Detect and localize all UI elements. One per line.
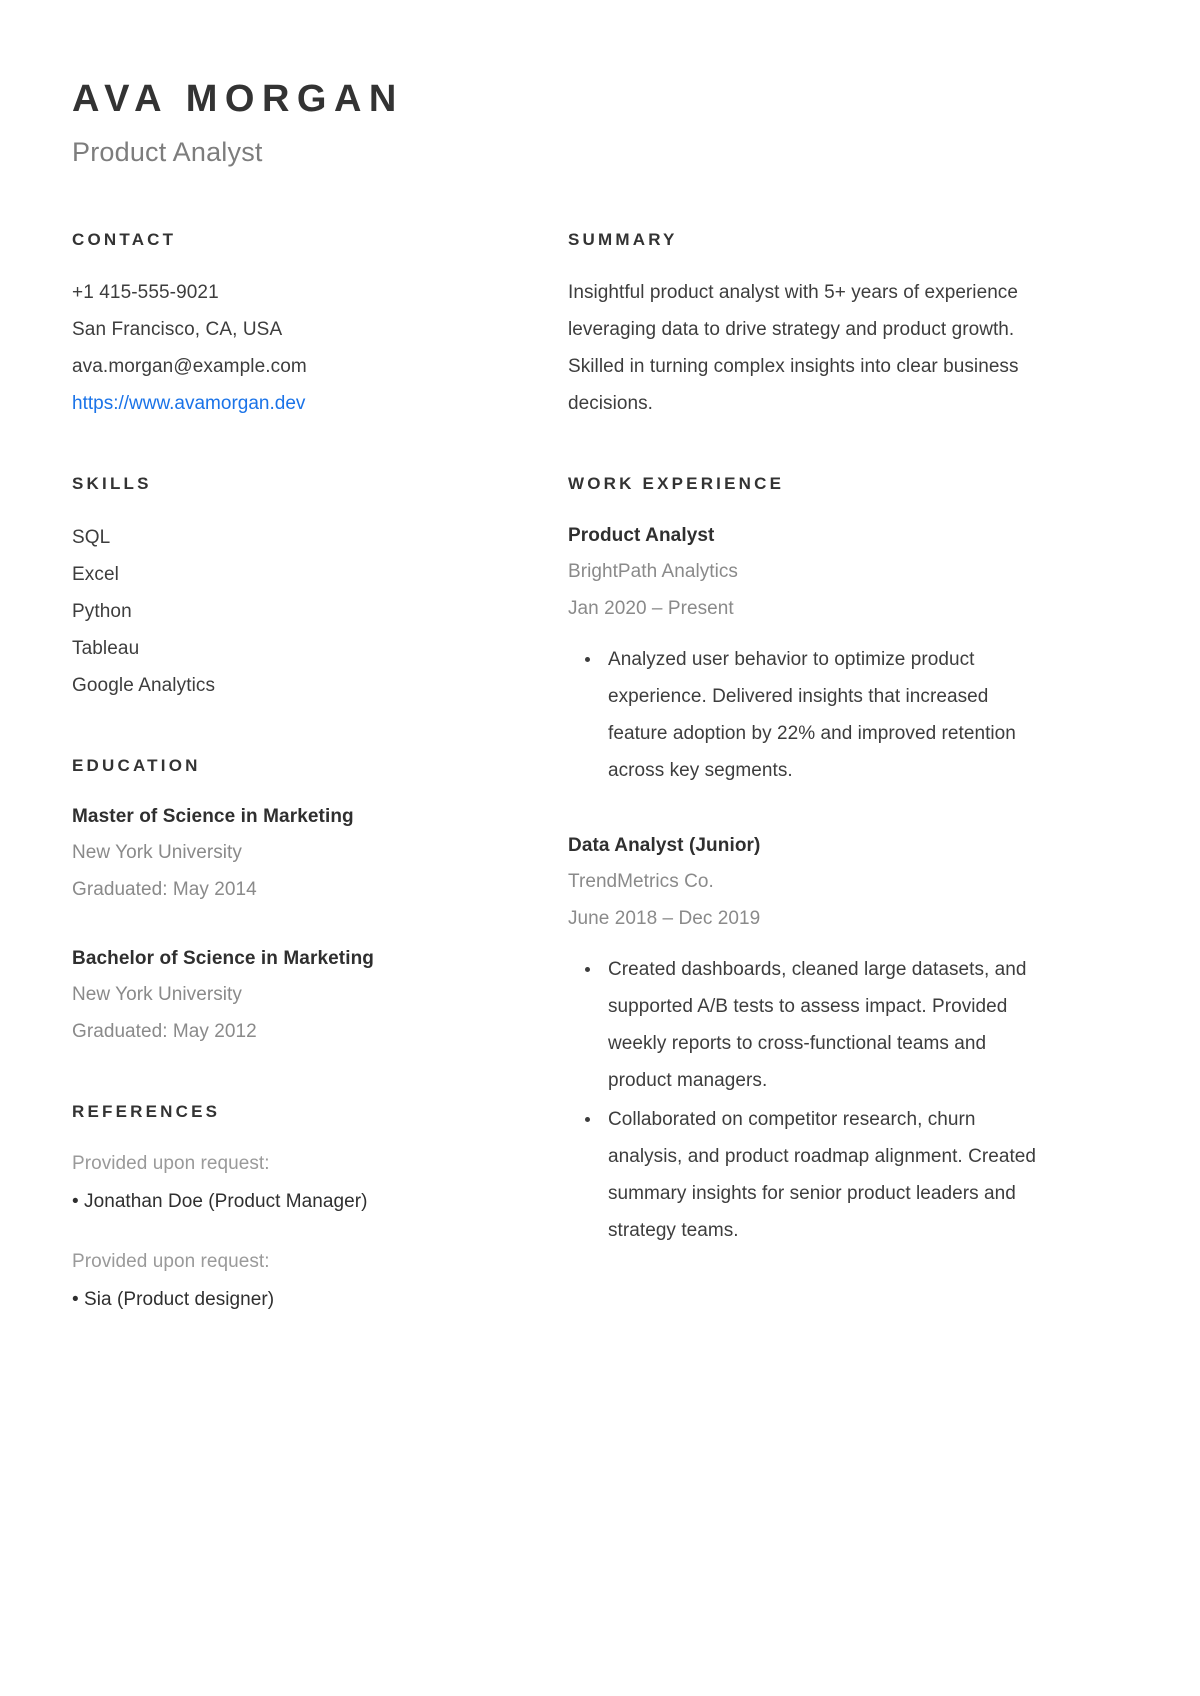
education-school: New York University: [72, 842, 242, 864]
resume-header: [72, 78, 1128, 168]
section-title-summary: SUMMARY: [568, 230, 678, 250]
skill-item: Python: [72, 600, 132, 622]
right-column: [568, 230, 1044, 1251]
reference-entry: [72, 1245, 497, 1317]
skill-item: Excel: [72, 563, 119, 585]
job-role: Product Analyst: [568, 524, 715, 546]
skill-item: Google Analytics: [72, 674, 216, 696]
job-dates: Jan 2020 – Present: [568, 597, 734, 619]
job-bullet-list: [568, 951, 1044, 1249]
resume-body: [72, 230, 1128, 1317]
section-title-references: REFERENCES: [72, 1102, 221, 1122]
job-company: TrendMetrics Co.: [568, 870, 714, 892]
candidate-name: AVA MORGAN: [72, 78, 404, 120]
section-summary: [568, 230, 1044, 422]
contact-phone: +1 415-555-9021: [72, 282, 219, 304]
section-references: [72, 1102, 497, 1316]
reference-note: Provided upon request:: [72, 1152, 270, 1174]
section-title-contact: CONTACT: [72, 230, 177, 250]
job-entry: [568, 829, 1044, 1249]
section-skills: [72, 474, 497, 703]
job-entry: [568, 519, 1044, 789]
skill-item: SQL: [72, 526, 111, 548]
job-dates: June 2018 – Dec 2019: [568, 907, 761, 929]
job-bullet: • Collaborated on competitor research, churn analysis, and product roadmap alignment. Created summary insights for senior product leaders and strategy teams.: [602, 1101, 1044, 1249]
education-graduated: Graduated: May 2012: [72, 1021, 257, 1043]
section-contact: [72, 230, 497, 422]
candidate-role: Product Analyst: [72, 136, 263, 167]
job-bullet-list: [568, 641, 1044, 789]
reference-entry: [72, 1147, 497, 1219]
education-graduated: Graduated: May 2014: [72, 879, 257, 901]
left-column: [72, 230, 497, 1317]
reference-note: Provided upon request:: [72, 1250, 270, 1272]
job-role: Data Analyst (Junior): [568, 834, 761, 856]
reference-name: • Jonathan Doe (Product Manager): [72, 1190, 368, 1212]
job-company: BrightPath Analytics: [568, 560, 738, 582]
education-entry: [72, 942, 497, 1050]
job-bullet: • Analyzed user behavior to optimize product experience. Delivered insights that increased feature adoption by 22% and improved retention across key segments.: [602, 641, 1044, 789]
section-title-work-experience: WORK EXPERIENCE: [568, 474, 785, 494]
skill-item: Tableau: [72, 637, 140, 659]
section-education: [72, 756, 497, 1050]
section-work-experience: [568, 474, 1044, 1248]
education-degree: Master of Science in Marketing: [72, 806, 354, 828]
section-title-education: EDUCATION: [72, 755, 201, 775]
education-entry: [72, 800, 497, 908]
contact-location: San Francisco, CA, USA: [72, 319, 283, 341]
education-school: New York University: [72, 984, 242, 1006]
education-degree: Bachelor of Science in Marketing: [72, 948, 375, 970]
summary-text: Insightful product analyst with 5+ years of experience leveraging data to drive strategy and product growth. Skilled in turning complex insights into clear business decisions.: [568, 282, 1019, 415]
contact-website-link[interactable]: https://www.avamorgan.dev: [72, 393, 306, 415]
section-title-skills: SKILLS: [72, 474, 152, 494]
job-bullet: • Created dashboards, cleaned large datasets, and supported A/B tests to assess impact. Provided weekly reports to cross-functional teams and product managers.: [602, 951, 1044, 1099]
reference-name: • Sia (Product designer): [72, 1288, 275, 1310]
contact-email: ava.morgan@example.com: [72, 356, 307, 378]
